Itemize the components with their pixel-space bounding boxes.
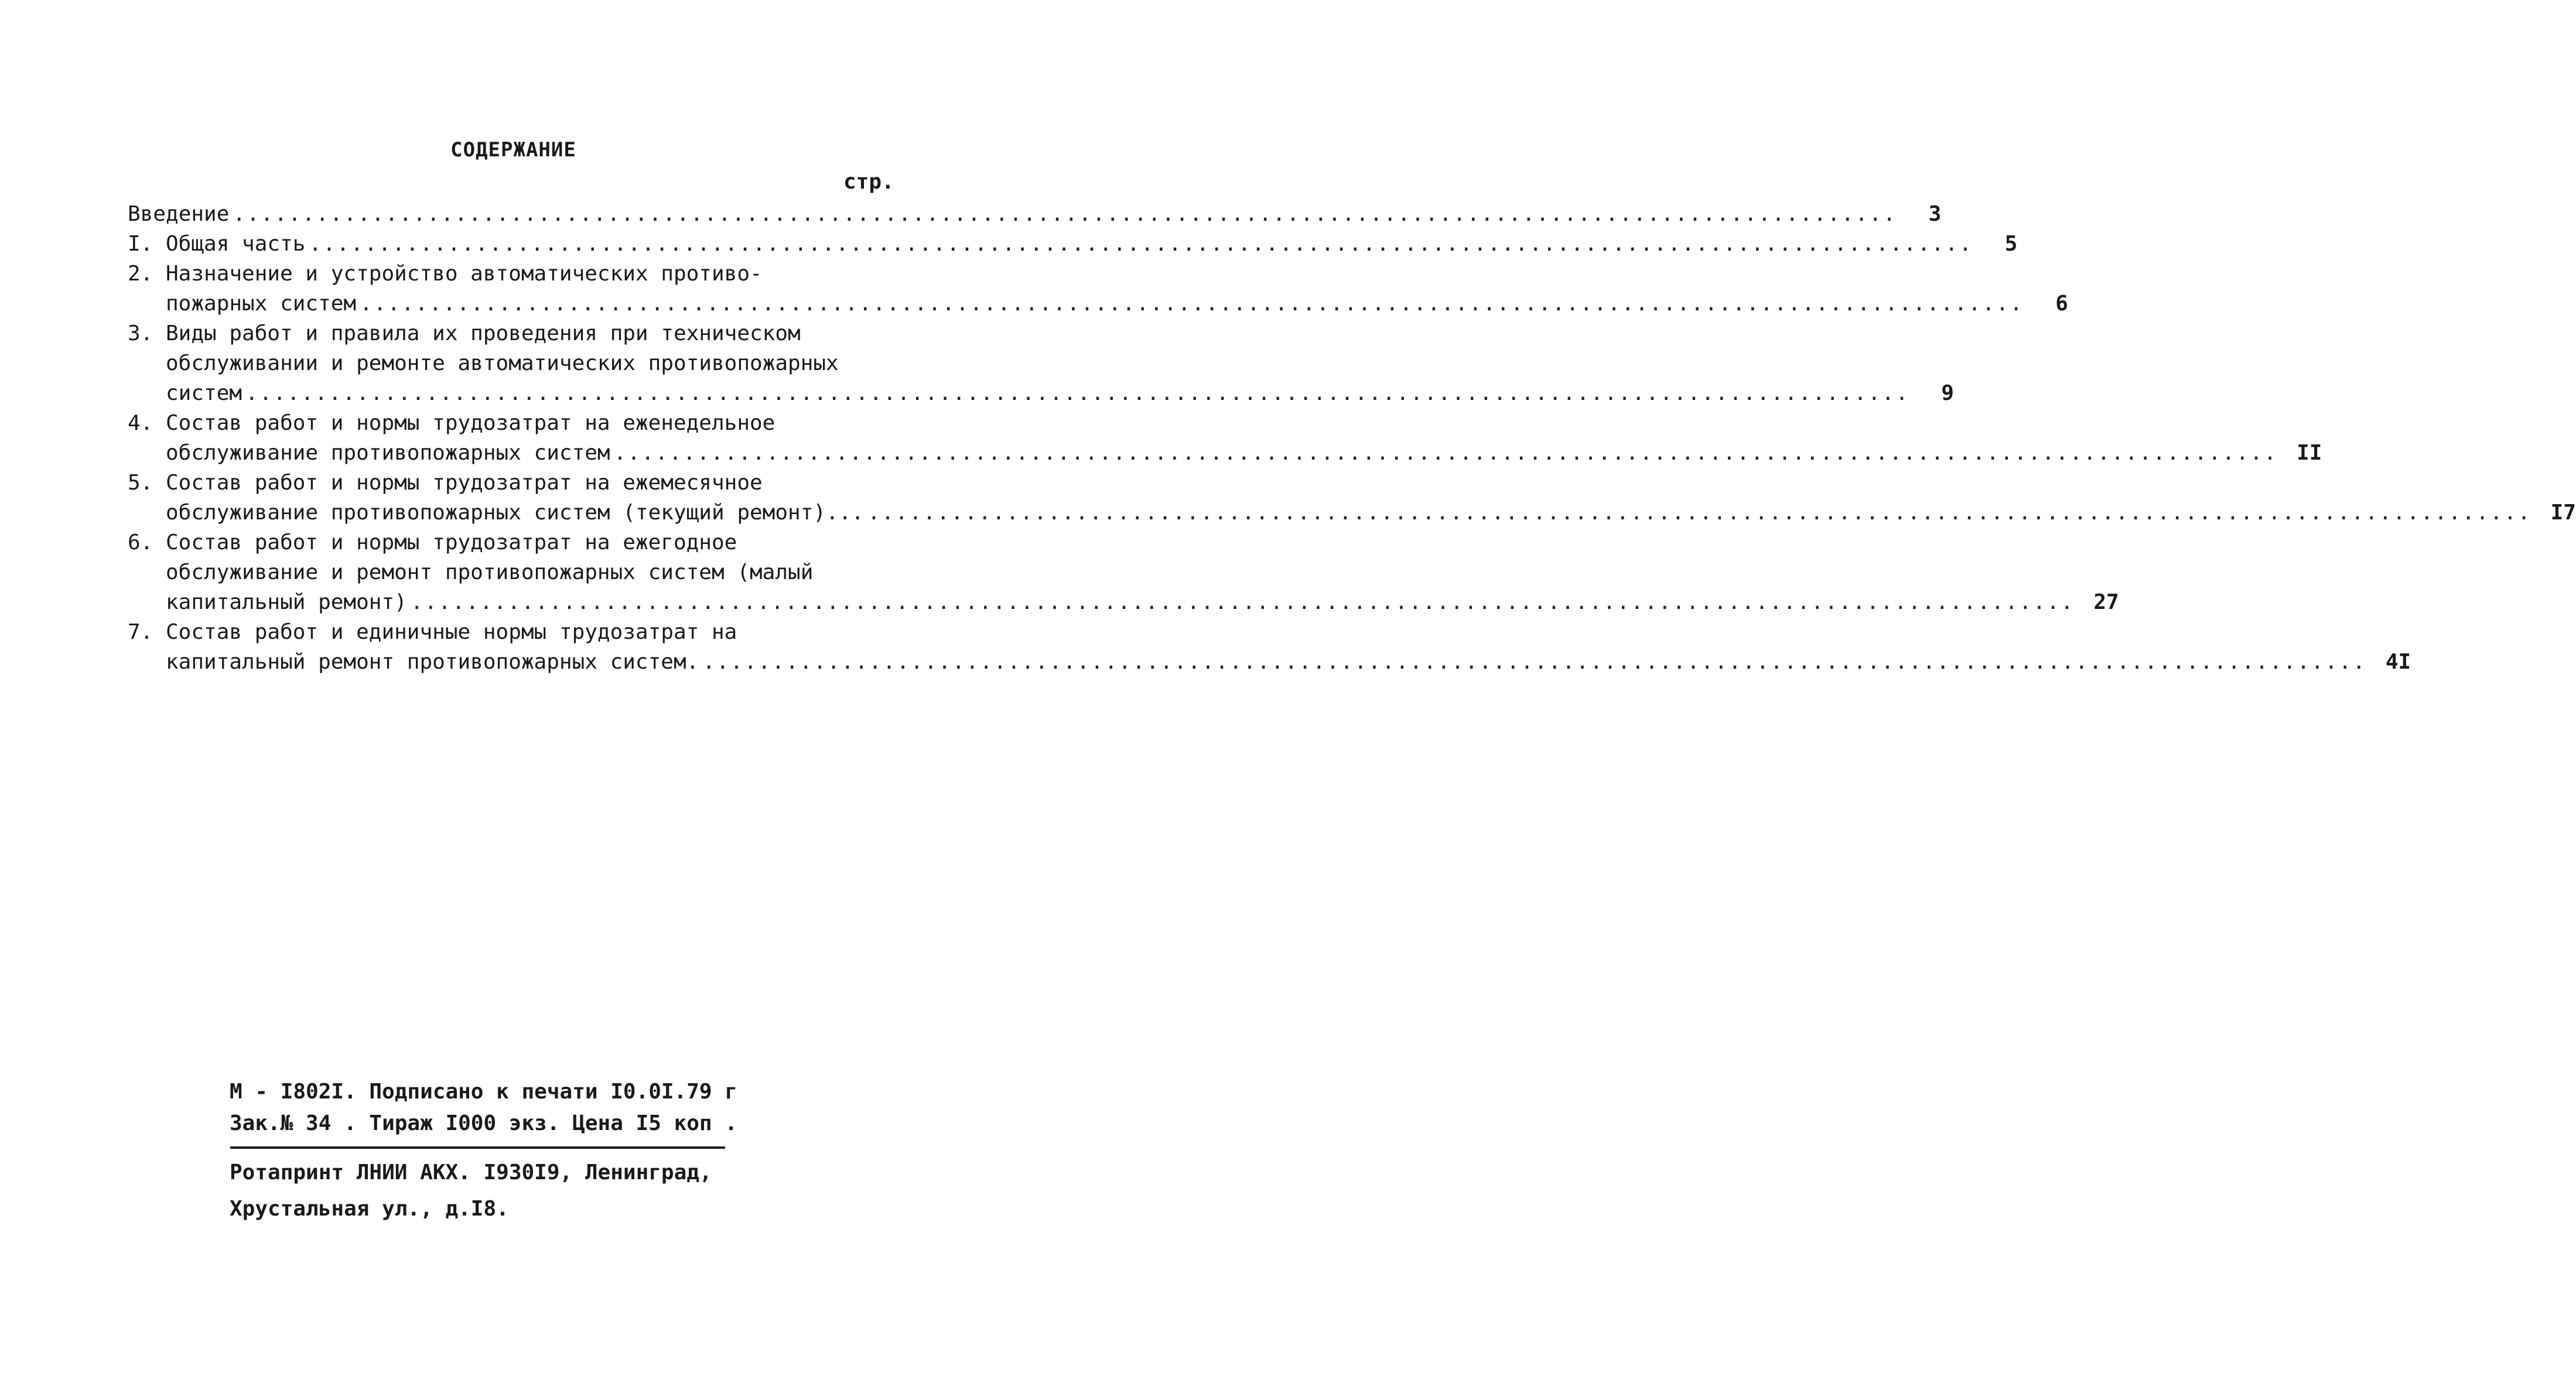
toc-entry <box>128 528 2119 617</box>
toc-page-number: I7 <box>2550 501 2576 525</box>
toc-entry-number: 2. <box>128 262 153 286</box>
toc-entry-text: обслуживание и ремонт противопожарных систем (малый <box>166 560 814 584</box>
imprint-line: М - I802I. Подписано к печати I0.0I.79 г <box>230 1080 737 1104</box>
dot-leader: ........................................................................................................................ <box>702 650 2367 674</box>
toc-entry-text: Состав работ и нормы трудозатрат на еженедельное <box>166 411 775 435</box>
toc-entry-text: капитальный ремонт противопожарных систем. <box>166 650 699 674</box>
toc-entry-text: Состав работ и единичные нормы трудозатрат на <box>166 620 737 644</box>
toc-entry-text: систем <box>166 381 242 405</box>
toc-entry-text: Состав работ и нормы трудозатрат на ежегодное <box>166 530 737 554</box>
toc-page-number: 3 <box>1928 202 1942 226</box>
toc-page-number: 9 <box>1941 381 1954 405</box>
toc-entry-text: Виды работ и правила их проведения при техническом <box>166 321 801 345</box>
toc-entry <box>128 199 1942 229</box>
toc-entry-number: I. <box>128 232 153 256</box>
imprint-block <box>230 1076 737 1139</box>
dot-leader: ........................................................................................................................ <box>245 381 1909 405</box>
page-column-label: стр. <box>843 170 894 194</box>
toc-entry <box>128 468 2576 528</box>
publisher-line: Ротапринт ЛНИИ АКХ. I930I9, Ленинград, <box>230 1161 712 1185</box>
toc-entry <box>128 229 2018 259</box>
dot-leader: ........................................................................................................................ <box>867 501 2531 525</box>
toc-page-number: 6 <box>2055 292 2068 316</box>
imprint-line: Зак.№ 34 . Тираж I000 экз. Цена I5 коп . <box>230 1111 737 1135</box>
toc-entry-number: 3. <box>128 321 153 345</box>
dot-leader: ........................................................................................................................ <box>309 232 1973 256</box>
toc-entry-text: Введение <box>128 202 230 226</box>
dot-leader: ........................................................................................................................ <box>360 292 2024 316</box>
toc-entry <box>128 259 2068 319</box>
divider-rule <box>230 1146 725 1149</box>
publisher-line: Хрустальная ул., д.I8. <box>230 1197 509 1221</box>
toc-entry-number: 7. <box>128 620 153 644</box>
toc-page-number: II <box>2297 441 2322 465</box>
toc-entry-text: пожарных систем <box>166 292 357 316</box>
toc-entry <box>128 617 2411 677</box>
toc-entry-number: 4. <box>128 411 153 435</box>
toc-entry-text: Состав работ и нормы трудозатрат на ежемесячное <box>166 471 763 495</box>
toc-entry-text: капитальный ремонт) <box>166 590 407 614</box>
page-title: СОДЕРЖАНИЕ <box>450 138 576 162</box>
toc-entry-number: 6. <box>128 530 153 554</box>
toc-page-number: 4I <box>2385 650 2411 674</box>
dot-leader: ........................................................................................................................ <box>233 202 1897 226</box>
toc-entry-text: Общая часть <box>166 232 306 256</box>
dot-leader: ........................................................................................................................ <box>410 590 2075 614</box>
toc-entry-text: обслуживание противопожарных систем <box>166 441 610 465</box>
publisher-block <box>230 1155 712 1227</box>
toc-entry-text: обслуживание противопожарных систем (текущий ремонт)... <box>166 501 865 525</box>
toc-entry-number: 5. <box>128 471 153 495</box>
toc-entry <box>128 319 1954 408</box>
toc-page-number: 27 <box>2093 590 2119 614</box>
dot-leader: ........................................................................................................................ <box>613 441 2278 465</box>
table-of-contents <box>128 199 2576 677</box>
toc-page-number: 5 <box>2004 232 2018 256</box>
toc-entry-text: обслуживании и ремонте автоматических противопожарных <box>166 351 839 375</box>
toc-entry-text: Назначение и устройство автоматических противо- <box>166 262 763 286</box>
toc-entry <box>128 408 2322 468</box>
